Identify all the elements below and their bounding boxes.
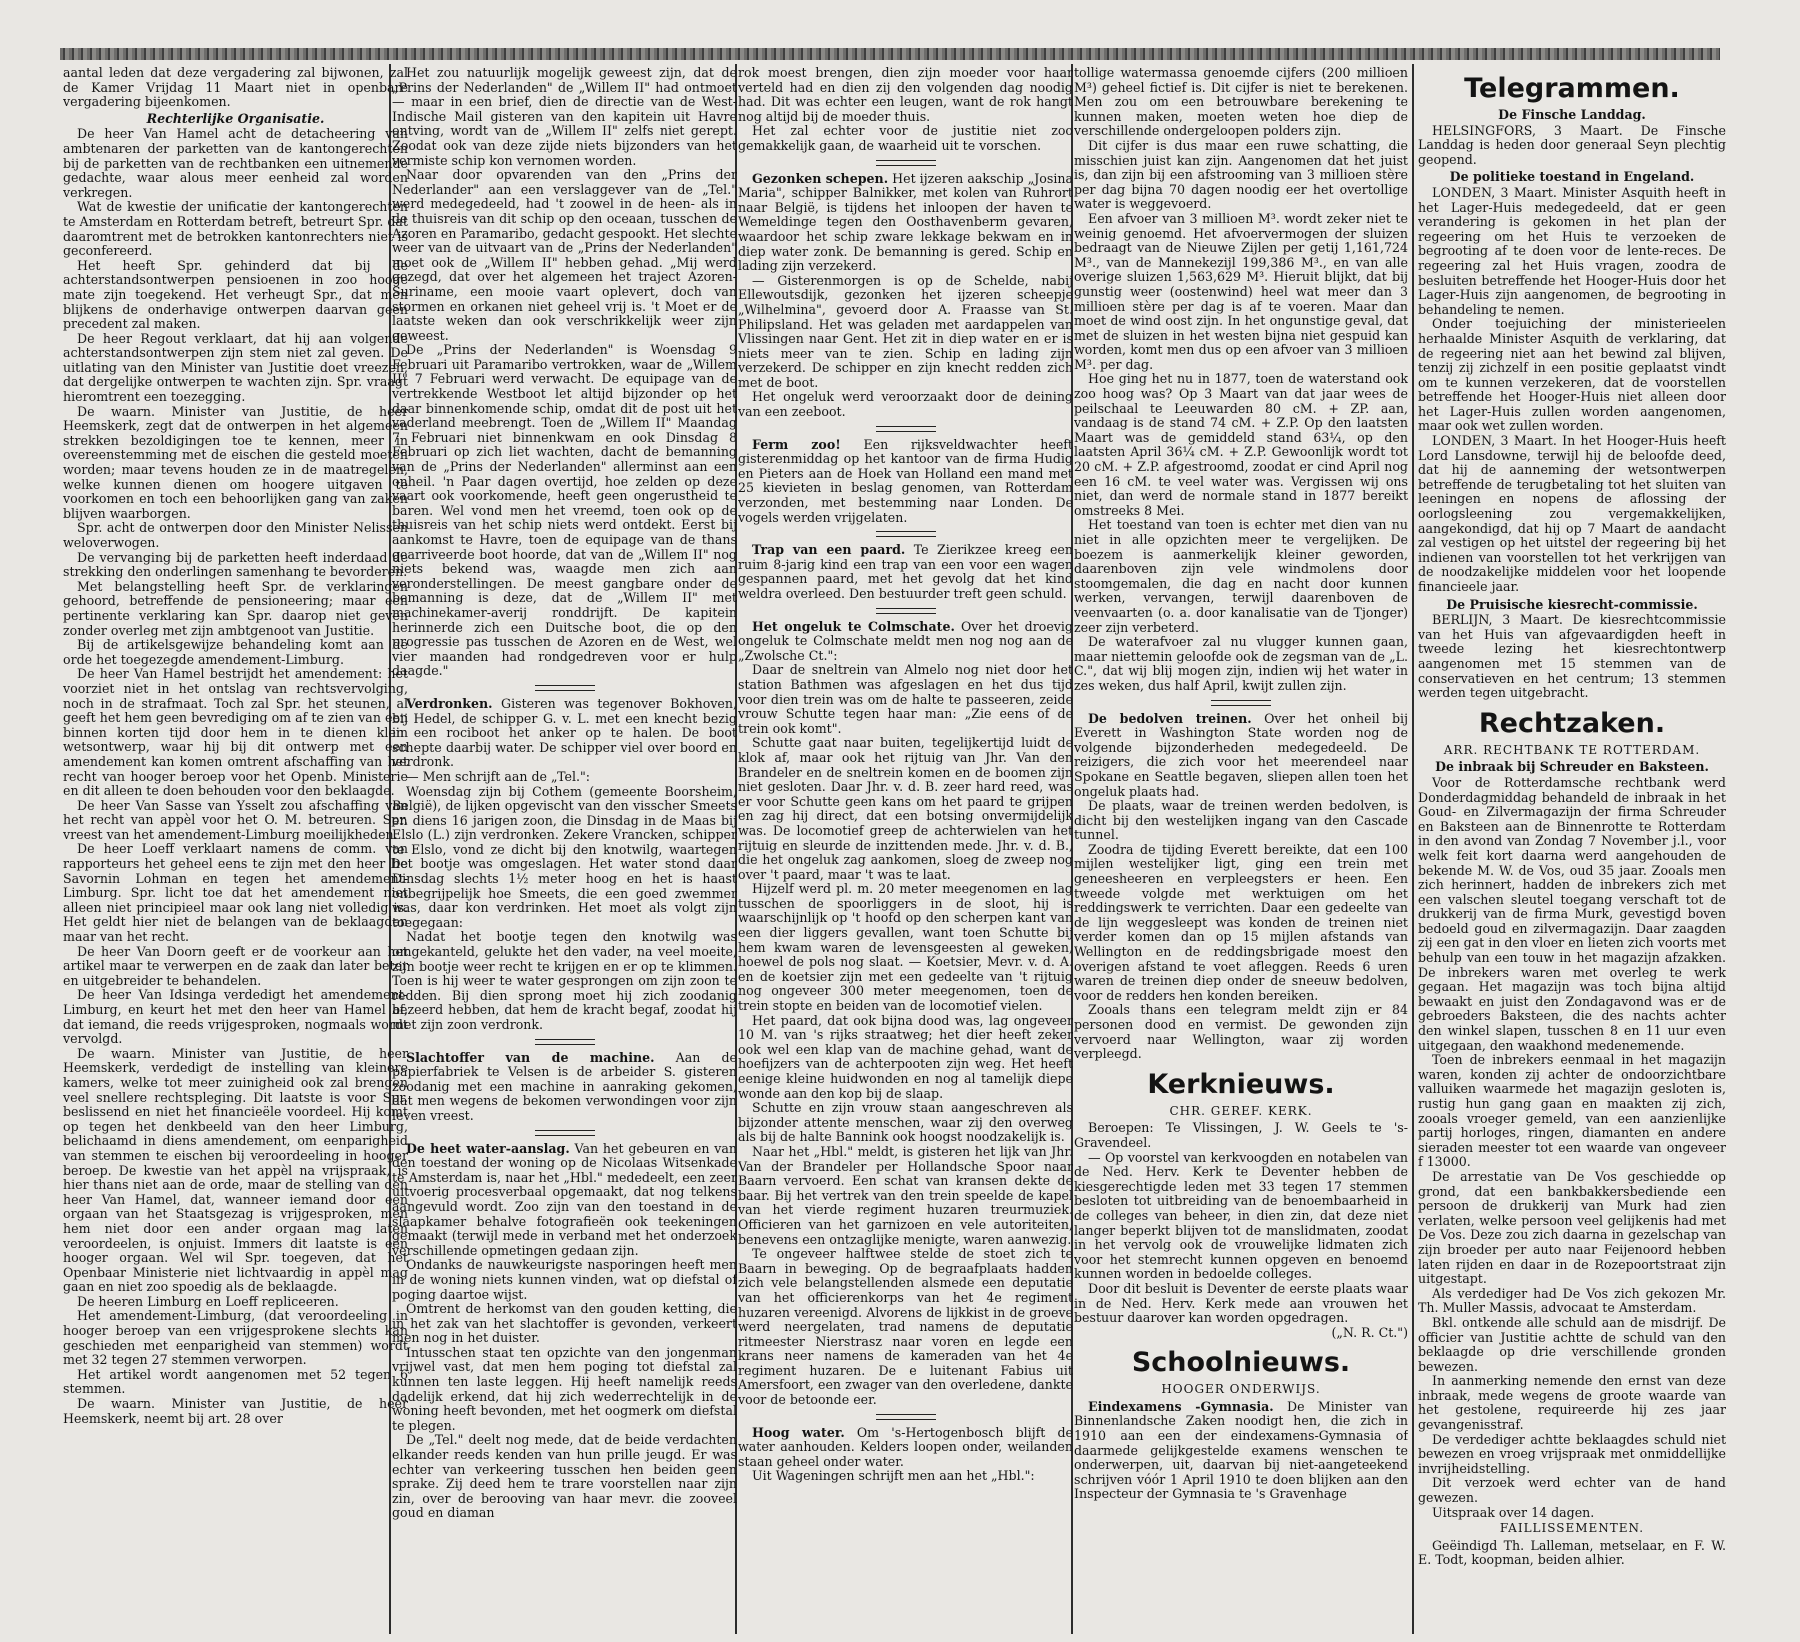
source-note: („N. R. Ct.") — [1331, 1324, 1408, 1340]
paragraph: Voor de Rotterdamsche rechtbank werd Donderdagmiddag behandeld de inbraak in het Goud- en Zilvermagazijn der firma Schreuder en Baksteen aan de Binnenrotte te Rotterdam in den avond van Zondag 7 November j.l., voor welk feit kort daarna werd aangehouden de bekende M. W. de Vos, oud 35 jaar. Zooals men zich herinnert, hadden de inbrekers zich met een valschen sleutel toegang verschaft tot de drukkerij van de firma Murk, gevestigd boven bedoeld goud en zilvermagazijn. Daar zaagden zij een gat in den vloer en lieten zich voorts met behulp van een touw in het magazijn afzakken. De inbrekers waren met overleg te werk gegaan. Het magazijn was toch bijna altijd bewaakt en juist den Zondagavond was er de gebroeders Baksteen, die des nachts achter den winkel slapen, tusschen 8 en 11 uur even uitgegaan, den waakhond medenemende. — [1418, 774, 1726, 1053]
column-3 — [738, 66, 1073, 1636]
paragraph: Het artikel wordt aangenomen met 52 tegen 6 stemmen. — [63, 1366, 408, 1397]
paragraph: Bij de artikelsgewijze behandeling komt aan de orde het toegezegde amendement-Limburg. — [63, 637, 408, 667]
section-caption: HOOGER ONDERWIJS. — [1161, 1382, 1321, 1397]
paragraph: Het toestand van toen is echter met dien van nu niet in alle opzichten meer te vergelijken. De boezem is aanmerkelijk kleiner geworden, daarenboven zijn vele windmolens door stoomgemalen, die dag en nacht door kunnen werken, vervangen, terwijl daarenboven de veenvaarten (o. a. door kanalisatie van de Tjonger) zeer zijn verbeterd. — [1074, 517, 1408, 635]
article-heading: De heet water-aanslag. — [406, 1140, 570, 1156]
paragraph: Aan de papierfabriek te Velsen is de arbeider S. gisteren zoodanig met een machine in aanraking gekomen, dat men wegens de bekomen verwondingen voor zijn leven vreest. — [392, 1049, 737, 1123]
article-heading: Trap van een paard. — [752, 542, 906, 558]
paragraph: Hoe ging het nu in 1877, toen de waterstand ook zoo hoog was? Op 3 Maart van dat jaar wees de peilschaal te Leeuwarden 80 cM. + ZP. aan, vandaag is de stand 74 cM. + Z.P. Op den laatsten Maart was de gemiddeld stand 63¼, op den laatsten April 36¼ cM. + Z.P. Gewoonlijk wordt tot 20 cM. + Z.P. afgestroomd, zoodat er cind April nog een 16 cM. te veel water was. Vergissen wij ons niet, dan werd de normale stand in 1877 bereikt omstreeks 8 Mei. — [1074, 371, 1408, 518]
paragraph: Zoodra de tijding Everett bereikte, dat een 100 mijlen westelijker ligt, ging een trein met geneesheeren en verpleegsters er heen. Een tweede volgde met werktuigen om het reddingswerk te verrichten. Daar een gedeelte van de lijn weggesleept was konden de treinen niet verder komen dan op 15 mijlen afstands van Wellington en de reddingsbrigade moest den overigen afstand te voet afleggen. Reeds 6 uren waren de treinen diep onder de sneeuw bedolven, voor de redders hen konden bereiken. — [1074, 841, 1408, 1003]
paragraph: — Men schrijft aan de „Tel.": — [406, 768, 591, 784]
article-heading: Verdronken. — [406, 695, 493, 711]
section-subheading: Rechterlijke Organisatie. — [146, 110, 325, 126]
paragraph: LONDEN, 3 Maart. Minister Asquith heeft in het Lager-Huis medegedeeld, dat er geen verandering is gekomen in het plan der regeering om het Huis te verzoeken de begrooting af te doen voor de lente-reces. De regeering zal het Huis vragen, zoodra de besluiten betreffende het Hooger-Huis door het Lager-Huis zijn aangenomen, de begrooting in behandeling te nemen. — [1418, 184, 1726, 317]
paragraph: De heer Regout verklaart, dat hij aan volgende achterstandsontwerpen zijn stem niet zal geven. De uitlating van den Minister van Justitie doet vreezen, dat dergelijke ontwerpen te wachten zijn. Spr. vraagt hieromtrent een toezegging. — [63, 330, 408, 405]
paragraph: Het zal echter voor de justitie niet zoo gemakkelijk gaan, de waarheid uit te vorschen. — [738, 123, 1073, 153]
article-separator — [535, 685, 595, 691]
paragraph: Door dit besluit is Deventer de eerste plaats waar in de Ned. Herv. Kerk mede aan vrouwen het bestuur daarover kan worden opgedragen. — [1074, 1280, 1408, 1326]
paragraph: Uit Wageningen schrijft men aan het „Hbl.": — [752, 1468, 1035, 1484]
section-heading: Kerknieuws. — [1147, 1068, 1335, 1100]
article-separator — [876, 426, 936, 432]
paragraph: aantal leden dat deze vergadering zal bijwonen, zal de Kamer Vrijdag 11 Maart niet in openbare vergadering bijeenkomen. — [63, 66, 408, 110]
paragraph: Naar het „Hbl." meldt, is gisteren het lijk van Jhr. Van der Brandeler per Hollandsche Spoor naar Baarn vervoerd. Een schat van kransen dekte de baar. Bij het vertrek van den trein speelde de kapel van het vierde regiment huzaren treurmuziek. Officieren van het garnizoen en vele autoriteiten, benevens een ontzaglijke menigte, waren aanwezig. — [738, 1143, 1073, 1247]
paragraph: Het amendement-Limburg, (dat veroordeeling in hooger beroep van een vrijgesprokene slechts kan geschieden met eenparigheid van stemmen) wordt met 32 tegen 27 stemmen verworpen. — [63, 1308, 408, 1368]
paragraph: Over het droevig ongeluk te Colmschate meldt men nog nog aan de „Zwolsche Ct.": — [738, 618, 1073, 663]
subheading: De politieke toestand in Engeland. — [1449, 169, 1695, 185]
paragraph: Beroepen: Te Vlissingen, J. W. Geels te 's-Gravendeel. — [1074, 1120, 1408, 1150]
paragraph: BERLIJN, 3 Maart. De kiesrechtcommissie van het Huis van afgevaardigden heeft in tweede lezing het kiesrechtontwerp aangenomen met 15 stemmen van de conservatieven en het centrum; 13 stemmen werden tegen uitgebracht. — [1418, 612, 1726, 701]
paragraph: Dit cijfer is dus maar een ruwe schatting, die misschien juist kan zijn. Aangenomen dat het juist is, dan zijn bij een afstrooming van 3 millioen stère per dag bijna 70 dagen noodig eer het overtollige water is weggevoerd. — [1074, 137, 1408, 212]
paragraph: Schutte en zijn vrouw staan aangeschreven als bijzonder attente menschen, waar zij den overweg als bij de halte Bannink ook hoogst noodzakelijk is. — [738, 1100, 1073, 1145]
section-caption: CHR. GEREF. KERK. — [1169, 1103, 1313, 1118]
paragraph: Te ongeveer halftwee stelde de stoet zich te Baarn in beweging. Op de begraafplaats hadden zich vele belangstellenden alsmede een deputatie van het officierenkorps van het 4e regiment huzaren vereenigd. Alvorens de lijkkist in de groeve werd neergelaten, trad namens de deputatie ritmeester Nierstrasz naar voren en legde een krans neer namens de kameraden van het 4e regiment huzaren. De e luitenant Fabius uit Amersfoort, een zwager van den overledene, dankte voor de betoonde eer. — [738, 1246, 1073, 1408]
paragraph: De waarn. Minister van Justitie, de heer Heemskerk, neemt bij art. 28 over — [63, 1396, 408, 1426]
article-separator — [535, 1130, 595, 1136]
paragraph: Intusschen staat ten opzichte van den jongenman vrijwel vast, dat men hem poging tot diefstal zal kunnen ten laste leggen. Hij heeft namelijk reeds dadelijk erkend, dat hij zich wederrechtelijk in de woning heeft bevonden, met het oogmerk om diefstal te plegen. — [392, 1344, 737, 1433]
paragraph: Uitspraak over 14 dagen. — [1432, 1504, 1595, 1520]
paragraph: tollige watermassa genoemde cijfers (200 millioen M³) geheel fictief is. Dit cijfer is niet te berekenen. Men zou om een betrouwbare berekening te kunnen maken, moeten weten hoe diep de verschillende ondergeloopen polders zijn. — [1074, 66, 1408, 139]
paragraph: Een rijksveldwachter heeft gisterenmiddag op het kantoor van de firma Hudig en Pieters aan de Hoek van Holland een mand met 25 kievieten in beslag genomen, van Rotterdam verzonden, met bestemming naar Londen. De vogels werden vrijgelaten. — [738, 436, 1073, 525]
section-heading: Schoolnieuws. — [1131, 1347, 1351, 1379]
paragraph: Gisteren was tegenover Bokhoven, bij Hedel, de schipper G. v. L. met een knecht bezig in een rociboot het anker op te halen. De boot schepte daarbij water. De schipper viel over boord en verdronk. — [392, 695, 737, 770]
column-4 — [1074, 66, 1408, 1636]
article-heading: Het ongeluk te Colmschate. — [752, 618, 955, 634]
paragraph: Dit verzoek werd echter van de hand gewezen. — [1418, 1475, 1726, 1506]
article-heading: Slachtoffer van de machine. — [406, 1049, 655, 1065]
paragraph: — Op voorstel van kerkvoogden en notabelen van de Ned. Herv. Kerk te Deventer hebben de kiesgerechtigde leden met 33 tegen 17 stemmen besloten tot uitbreiding van de benoembaarheid in de colleges van beheer, in dien zin, dat deze niet langer beperkt blijven tot de manslidmaten, zoodat in het vervolg ook de vrouwelijke lidmaten zich voor het stemrecht kunnen opgeven en benoemd kunnen worden in bedoelde colleges. — [1074, 1149, 1408, 1282]
article-separator — [876, 1414, 936, 1420]
paragraph: rok moest brengen, dien zijn moeder voor haar verteld had en dien zij den volgenden dag noodig had. Dit was echter een leugen, want de rok hangt nog altijd bij de moeder thuis. — [738, 66, 1073, 124]
paragraph: Met belangstelling heeft Spr. de verklaringen gehoord, betreffende de pensioneering; maar een pertinente verklaring kan Spr. daarop niet geven zonder overleg met zijn ambtgenoot van Justitie. — [63, 578, 408, 638]
paragraph: — Gisterenmorgen is op de Schelde, nabij Ellewoutsdijk, gezonken het ijzeren scheepje „Wilhelmina", gevoerd door A. Fraasse van St. Philipsland. Het was geladen met aardappelen van Vlissingen naar Gent. Het zit in diep water en er is niets meer van te zien. Schip en lading zijn verzekerd. De schipper en zijn knecht redden zich met de boot. — [738, 272, 1073, 390]
paragraph: Naar door opvarenden van den „Prins der Nederlander" aan een verslaggever van de „Tel." werd medegedeeld, had 't zoowel in de heen- als in de thuisreis van dit schip op den oceaan, tusschen de Azoren en Paramaribo, gedacht gespookt. Het slechte weer van de uitvaart van de „Prins der Nederlanden" moet ook de „Willem II" hebben gehad. „Mij werd gezegd, dat over het algemeen het traject Azoren-Suriname, een mooie vaart oplevert, doch van stormen en orkanen niet geheel vrij is. 't Moet er de laatste weken dan ook verschrikkelijk weer zijn geweest. — [392, 167, 737, 343]
section-caption: ARR. RECHTBANK TE ROTTERDAM. — [1443, 742, 1701, 757]
paragraph: Spr. acht de ontwerpen door den Minister Nelissen weloverwogen. — [63, 520, 408, 550]
paragraph: Toen de inbrekers eenmaal in het magazijn waren, konden zij achter de ondoorzichtbare valluiken waarmede het magazijn gesloten is, rustig hun gang gaan en maakten zij zich, zooals vroeger gemeld, van een aanzienlijke partij horloges, ringen, diamanten en andere sieraden meester tot een waarde van ongeveer f 13000. — [1418, 1052, 1726, 1170]
paragraph: Bkl. ontkende alle schuld aan de misdrijf. De officier van Justitie achtte de schuld van den beklaagde op drie verschillende gronden bewezen. — [1418, 1314, 1726, 1374]
paragraph: De plaats, waar de treinen werden bedolven, is dicht bij den westelijken ingang van den Cascade tunnel. — [1074, 798, 1408, 843]
paragraph: De waarn. Minister van Justitie, de heer Heemskerk, verdedigt de instelling van kleinere kamers, welke tot meer zuinigheid ook zal brengen veel snellere rechtspleging. Dit laatste is voor Spr. beslissend en niet het financieële voordeel. Hij komt op tegen het denkbeeld van den heer Limburg, belichaamd in diens amendement, om eenparigheid van stemmen te eischen bij veroordeeling in hooger beroep. De kwestie van het appèl na vrijspraak, is hier thans niet aan de orde, maar de stelling van den heer Van Hamel, dat, wanneer iemand door een orgaan van het Staatsgezag is vrijgesproken, men hem niet door een ander orgaan mag laten veroordeelen, is onjuist. Immers dit laatste is een hooger orgaan. Wel wil Spr. toegeven, dat het Openbaar Ministerie niet lichtvaardig in appèl mag gaan en niet zoo spoedig als de beklaagde. — [63, 1045, 408, 1295]
top-rule — [60, 48, 1720, 60]
paragraph: Onder toejuiching der ministerieelen herhaalde Minister Asquith de verklaring, dat de regeering niet aan het bewind zal blijven, tenzij zij zichzelf in een positie geplaatst vindt om te kunnen verzekeren, dat de voorstellen betreffende het Hooger-Huis niet alleen door het Lager-Huis zullen worden aangenomen, maar ook wet zullen worden. — [1418, 316, 1726, 434]
paragraph: Hijzelf werd pl. m. 20 meter meegenomen en lag tusschen de spoorliggers in de sloot, hij is waarschijnlijk op 't hoofd op den scherpen kant van een dier liggers gevallen, want toen Schutte bij hem kwam waren de levensgeesten al geweken, hoewel de pols nog slaat. — Koetsier, Mevr. v. d. A. en de koetsier zijn met een gedeelte van 't rijtuig nog ongeveer 300 meter meegenomen, toen de trein stopte en beiden van de locomotief vielen. — [738, 881, 1073, 1014]
paragraph: De Minister van Binnenlandsche Zaken noodigt hen, die zich in 1910 aan een der eindexamens-Gymnasia of daarmede gelijkgestelde examens wenschen te onderwerpen, uit, daarvan bij niet-aangeteekend schrijven vóór 1 April 1910 te doen blijken aan den Inspecteur der Gymnasia te 's Gravenhage — [1074, 1398, 1408, 1502]
paragraph: HELSINGFORS, 3 Maart. De Finsche Landdag is heden door generaal Seyn plechtig geopend. — [1418, 122, 1726, 167]
paragraph: Van het gebeuren en van den toestand der woning op de Nicolaas Witsenkade te Amsterdam is, naar het „Hbl." mededeelt, een zeer uitvoerig procesverbaal opgemaakt, dat nog telkens aangevuld wordt. Zoo zijn van den toestand in de slaapkamer behalve fotografieën ook teekeningen gemaakt (terwijl mede in verband met het onderzoek verschillende opmetingen gedaan zijn. — [392, 1140, 737, 1258]
column-1 — [63, 66, 408, 1636]
paragraph: De heer Van Hamel bestrijdt het amendement: het voorziet niet in het ontslag van rechtsvervolging, noch in de strafmaat. Toch zal Spr. het steunen, al geeft het hem geen bevrediging om af te zien van een binnen korten tijd door hem in te dienen klein wetsontwerp, waar hij bij dit ontwerp met een amendement kan komen omtrent afschaffing van het recht van hooger beroep voor het Openb. Ministerie en dit alleen te doen behouden voor den beklaagde. — [63, 666, 408, 799]
subheading: De inbraak bij Schreuder en Baksteen. — [1435, 759, 1709, 775]
article-heading: Eindexamens -Gymnasia. — [1088, 1398, 1274, 1414]
article-heading: Ferm zoo! — [752, 436, 841, 452]
article-separator — [876, 160, 936, 166]
paragraph: Nadat het bootje tegen den knotwilg was omgekanteld, gelukte het den vader, na veel moeite, zijn bootje weer recht te krijgen en er op te klimmen. Toen is hij weer te water gesprongen om zijn zoon te redden. Bij dien sprong moet hij zich zoodanig bezeerd hebben, dat hem de kracht begaf, zoodat hij met zijn zoon verdronk. — [392, 929, 737, 1032]
paragraph: De waterafvoer zal nu vlugger kunnen gaan, maar niettemin geloofde ook de zegsman van de „L. C.", dat wij blij mogen zijn, indien wij het water in zes weken, dus half April, kwijt zullen zijn. — [1074, 634, 1408, 693]
paragraph: Te Zierikzee kreeg een ruim 8-jarig kind een trap van een voor een wagen gespannen paard, met het gevolg dat het kind weldra overleed. Den bestuurder treft geen schuld. — [738, 542, 1073, 601]
paragraph: De „Tel." deelt nog mede, dat de beide verdachten elkander reeds kenden van hun prille jeugd. Er was echter van verkeering tusschen hen beiden geen sprake. Zij deed hem te trare voorstellen naar zijn zin, over de berooving van haar mevr. die zooveel goud en diaman — [392, 1432, 737, 1521]
paragraph: Het paard, dat ook bijna dood was, lag ongeveer 10 M. van 's rijks straatweg; het dier heeft zeker ook wel een klap van de machine gehad, want de hoefijzers van de achterpooten zijn weg. Het heeft eenige kleine huidwonden en nog al tamelijk diepe wonde aan den kop bij de slaap. — [738, 1012, 1073, 1101]
paragraph: Een afvoer van 3 millioen M³. wordt zeker niet te weinig genoemd. Het afvoervermogen der sluizen bedraagt van de Nieuwe Zijlen per getij 1,161,724 M³., van de Mannekezijl 199,386 M³., en van alle overige sluizen 1,563,629 M³. Hieruit blijkt, dat bij gunstig weer (oostenwind) heel wat meer dan 3 millioen stère per dag is af te voeren. Maar dan moet de wind oost zijn. In het ongunstige geval, dat met de sluizen in het westen bijna niet gespuid kan worden, komt men dus op een afvoer van 3 millioen M³. per dag. — [1074, 210, 1408, 372]
column-rule — [1412, 64, 1414, 1634]
paragraph: Het heeft Spr. gehinderd dat bij de achterstandsontwerpen pensioenen in zoo hooge mate zijn toegekend. Het verheugt Spr., dat men blijkens de onderhavige ontwerpen daarvan geen precedent zal maken. — [63, 257, 408, 332]
paragraph: Zooals thans een telegram meldt zijn er 84 personen dood en vermist. De gewonden zijn vervoerd naar Wellington, waar zij worden verpleegd. — [1074, 1002, 1408, 1062]
paragraph: De „Prins der Nederlanden" is Woensdag 9 Februari uit Paramaribo vertrokken, waar de „Willem II" 7 Februari werd verwacht. De equipage van de vertrekkende Westboot let altijd bijzonder op het daar binnenkomende schip, omdat dit de post uit het vaderland meebrengt. Toen de „Willem II" Maandag 7 Februari niet binnenkwam en ook Dinsdag 8 Februari op zich liet wachten, dacht de bemanning van de „Prins der Nederlanden" allerminst aan een onheil. 'n Paar dagen overtijd, hoe zelden op deze vaart ook voorkomende, heeft geen ongerustheid te baren. Wel vond men het vreemd, toen ook op de thuisreis van het schip niets werd ontdekt. Eerst bij aankomst te Havre, toen de equipage van de thans gearriveerde boot hoorde, dat van de „Willem II" nog niets bekend was, waagde men zich aan veronderstellingen. De meest gangbare onder de bemanning is deze, dat de „Willem II" met machinekamer-averij ronddrijft. De kapitein herinnerde zich een Duitsche boot, die op den progressie pas tusschen de Azoren en de West, wel vier maanden had rondgedreven voor er hulp daagde." — [392, 342, 737, 679]
section-heading: Rechtzaken. — [1478, 707, 1666, 739]
paragraph: Als verdediger had De Vos zich gekozen Mr. Th. Muller Massis, advocaat te Amsterdam. — [1418, 1285, 1726, 1316]
paragraph: In aanmerking nemende den ernst van deze inbraak, mede wegens de groote waarde van het gestolene, requireerde hij zes jaar gevangenisstraf. — [1418, 1373, 1726, 1433]
paragraph: Over het onheil bij Everett in Washington State worden nog de volgende bijzonderheden medegedeeld. De reizigers, die zich voor het meerendeel naar Spokane en Seattle begaven, sliepen allen toen het ongeluk plaats had. — [1074, 710, 1408, 799]
paragraph: De waarn. Minister van Justitie, de heer Heemskerk, zegt dat de ontwerpen in het algemeen strekken bezoldigingen toe te kennen, meer in overeenstemming met de eischen die gesteld moeten worden; maar tevens houden ze in de maatregelen, welke kunnen dienen om hoogere uitgaven te voorkomen en toch een behoorlijken gang van zaken blijven waarborgen. — [63, 403, 408, 521]
paragraph: De heer Van Sasse van Ysselt zou afschaffing van het recht van appèl voor het O. M. betreuren. Spr. vreest van het amendement-Limburg moeilijkheden. — [63, 797, 408, 842]
paragraph: LONDEN, 3 Maart. In het Hooger-Huis heeft Lord Lansdowne, terwijl hij de beloofde deed, dat hij de aanneming der wetsontwerpen betreffende de terugbetaling tot het sluiten van leeningen en nopens de aflossing der oorlogsleening zou vergemakkelijken, aangekondigd, dat hij op 7 Maart de aandacht zal vestigen op het uitstel der regeering bij het indienen van voorstellen tot het verkrijgen van de noodzakelijke middelen voor het loopende financieele jaar. — [1418, 433, 1726, 594]
column-5 — [1418, 66, 1726, 1636]
paragraph: De heer Van Hamel acht de detacheering van ambtenaren der parketten van de kantongerechten bij de parketten van de rechtbanken een uitnemende gedachte, waar alous meer eenheid zal worden verkregen. — [63, 126, 408, 200]
paragraph: De heer Loeff verklaart namens de comm. van rapporteurs het geheel eens te zijn met den heer De Savornin Lohman en tegen het amendement-Limburg. Spr. licht toe dat het amendement niet alleen niet principieel maar ook lang niet volledig is. Het geldt hier niet de belangen van de beklaagden maar van het recht. — [63, 841, 408, 945]
article-separator — [876, 608, 936, 614]
article-separator — [535, 1039, 595, 1045]
paragraph: Woensdag zijn bij Cothem (gemeente Boorsheim, België), de lijken opgevischt van den visscher Smeets en diens 16 jarigen zoon, die Dinsdag in de Maas bij Elslo (L.) zijn verdronken. Zekere Vrancken, schipper te Elslo, vond ze dicht bij den knotwilg, waartegen het bootje was omgeslagen. Het water stond daar Dinsdag slechts 1½ meter hoog en het is haast onbegrijpelijk hoe Smeets, die een goed zwemmer was, daar kon verdrinken. Het moet als volgt zijn toegegaan: — [392, 783, 737, 930]
paragraph: De arrestatie van De Vos geschiedde op grond, dat een bankbakkersbediende een persoon de drukkerij van Murk had zien verlaten, welke persoon veel gelijkenis had met De Vos. Deze zou zich daarna in gezelschap van zijn broeder per auto naar Feijenoord hebben laten rijden en daar in de Rozepoortstraat zijn uitgestapt. — [1418, 1168, 1726, 1287]
paragraph: De heeren Limburg en Loeff repliceeren. — [77, 1293, 339, 1309]
column-2 — [392, 66, 737, 1636]
article-heading: Gezonken schepen. — [752, 170, 889, 186]
article-heading: Hoog water. — [752, 1424, 845, 1440]
paragraph: Daar de sneltrein van Almelo nog niet door het station Bathmen was afgeslagen en het dus tijd voor dien trein was om de halte te passeeren, zeide vrouw Schutte tegen haar man: „Zie eens of de trein ook komt". — [738, 662, 1073, 736]
paragraph: De heer Van Doorn geeft er de voorkeur aan het artikel maar te verwerpen en de zaak dan later beter en uitgebreider te behandelen. — [63, 943, 408, 988]
paragraph: Ondanks de nauwkeurigste nasporingen heeft men in de woning niets kunnen vinden, wat op diefstal of poging daartoe wijst. — [392, 1257, 737, 1302]
paragraph: Omtrent de herkomst van den gouden ketting, die in het zak van het slachtoffer is gevonden, verkeert men nog in het duister. — [392, 1301, 737, 1346]
paragraph: Om 's-Hertogenbosch blijft de water aanhouden. Kelders loopen onder, weilanden staan geheel onder water. — [738, 1424, 1073, 1469]
paragraph: De verdediger achtte beklaagdes schuld niet bewezen en vroeg vrijspraak met onmiddellijke invrijheidstelling. — [1418, 1431, 1726, 1476]
subheading: De Finsche Landdag. — [1498, 107, 1646, 122]
paragraph: Het zou natuurlijk mogelijk geweest zijn, dat de „Prins der Nederlanden" de „Willem II" had ontmoet — maar in een brief, dien de directie van de West-Indische Mail gisteren van den kapitein uit Havre ontving, wordt van de „Willem II" zelfs niet gerept. Zoodat ook van deze zijde niets bijzonders van het vermiste schip kon vernomen worden. — [392, 66, 737, 168]
paragraph: Wat de kwestie der unificatie der kantongerechten te Amsterdam en Rotterdam betreft, betreurt Spr. dat daaromtrent met de betrokken kantonrechters niet is geconfereerd. — [63, 199, 408, 259]
section-heading: Telegrammen. — [1464, 73, 1680, 104]
article-separator — [1211, 700, 1271, 706]
article-separator — [876, 531, 936, 537]
paragraph: Het ongeluk werd veroorzaakt door de deining van een zeeboot. — [738, 389, 1073, 420]
section-caption: FAILLISSEMENTEN. — [1499, 1521, 1645, 1536]
paragraph: Schutte gaat naar buiten, tegelijkertijd luidt de klok af, maar ook het rijtuig van Jhr. Van den Brandeler en de sneltrein komen en de boomen zijn niet gesloten. Daar Jhr. v. d. B. zeer hard reed, was er voor Schutte geen kans om het paard te grijpen en zag hij direct, dat een botsing onvermijdelijk was. De locomotief greep de achterwielen van het rijtuig en sleurde de inzittenden mede. Jhr. v. d. B., die het ongeluk zag aankomen, sloeg de zweep nog over 't paard, maar 't was te laat. — [738, 735, 1073, 882]
paragraph: De heer Van Idsinga verdedigt het amendement-Limburg, en keurt het met den heer van Hamel af, dat iemand, die reeds vrijgesproken, nogmaals wordt vervolgd. — [63, 987, 408, 1047]
paragraph: Het ijzeren aakschip „Josina Maria", schipper Balnikker, met kolen van Ruhrort naar België, is tijdens het inloopen der haven te Wemeldinge tegen den Oosthavenberm gevaren, waardoor het schip zware lekkage bekwam en in diep water zonk. De bemanning is gered. Schip en lading zijn verzekerd. — [738, 170, 1073, 274]
subheading: De Pruisische kiesrecht-commissie. — [1446, 596, 1698, 612]
paragraph: Geëindigd Th. Lalleman, metselaar, en F. W. E. Todt, koopman, beiden alhier. — [1418, 1537, 1726, 1568]
paragraph: De vervanging bij de parketten heeft inderdaad de strekking den onderlingen samenhang te bevorderen. — [63, 549, 408, 580]
article-heading: De bedolven treinen. — [1088, 710, 1252, 726]
